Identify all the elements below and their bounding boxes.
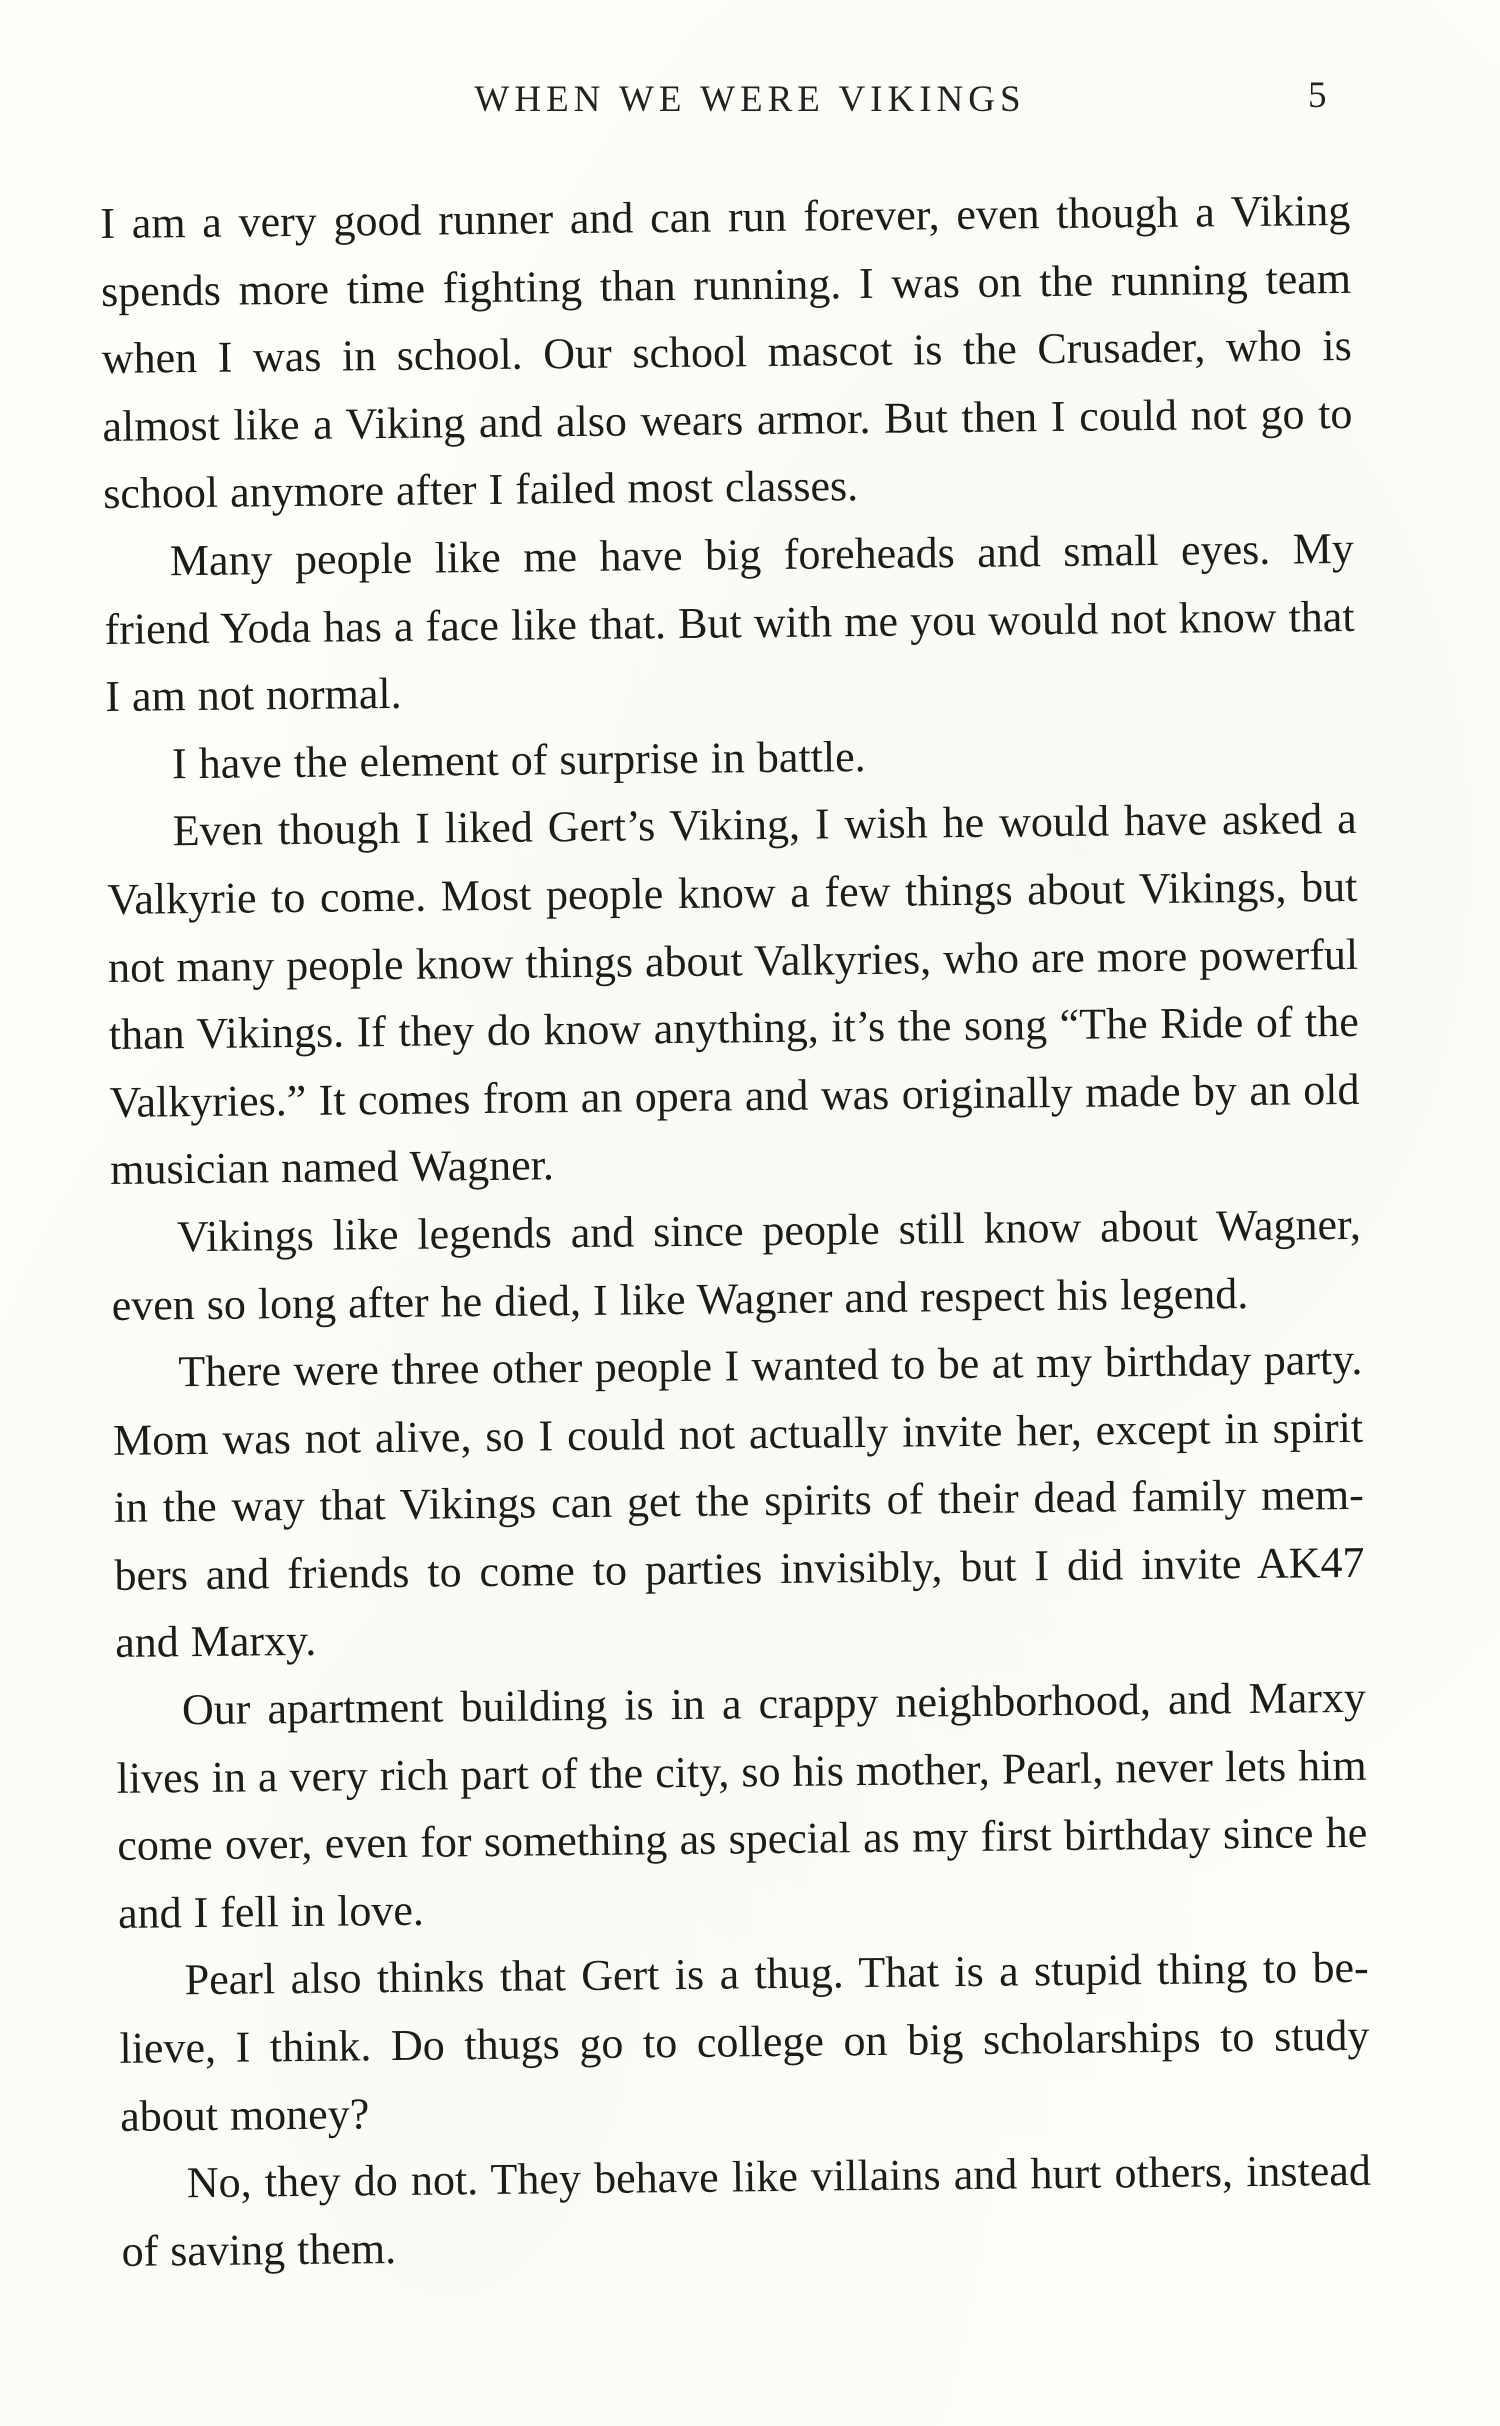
running-head: WHEN WE WERE VIKINGS: [474, 79, 1026, 120]
paragraph-8: Pearl also thinks that Gert is a thug. That is a stupid thing to believe, I think. Do thugs go to college on big scholarships to study about money?: [119, 1943, 1370, 2141]
page-number: 5: [1308, 75, 1327, 116]
paragraph-5: Vikings like legends and since people still know about Wagner, even so long after he died, I like Wagner and respect his legend.: [111, 1199, 1362, 1330]
paragraph-6: There were three other people I wanted to be at my birthday party. Mom was not alive, so I could not actually invite her, except in spirit in the way that Vikings can get the spirits of their dead family members and friends to come to parties invisibly, but I did invite AK47 and Marxy.: [112, 1334, 1365, 1668]
paragraph-2: Many people like me have big foreheads and small eyes. My friend Yoda has a face like that. But with me you would not know that I am not normal.: [104, 523, 1355, 722]
paragraph-1: I am a very good runner and can run forever, even though a Viking spends more time fighting than running. I was on the running team when I was in school. Our school mascot is the Crusader, who is almost like a Viking and also wears armor. But then I could not go to school anymore after I failed most classes.: [100, 185, 1353, 519]
paragraph-7: Our apartment building is in a crappy neighborhood, and Marxy lives in a very rich part of the city, so his mother, Pearl, never lets him come over, even for something as special as my first birthday since he and I fell in love.: [116, 1672, 1368, 1938]
paragraph-4: Even though I liked Gert’s Viking, I wish he would have asked a Valkyrie to come. Most people know a few things about Vikings, but not many people know things about Valkyries, who are more powerful than Vikings. If they do know anything, it’s the song “The Ride of the Valkyries.” It comes from an opera and was originally made by an old musician named Wagner.: [107, 794, 1360, 1195]
body-text: [100, 177, 1372, 2285]
paragraph-3: I have the element of surprise in battle.: [171, 731, 866, 789]
paragraph-9: No, they do not. They behave like villains and hurt others, instead of saving them.: [121, 2146, 1372, 2276]
